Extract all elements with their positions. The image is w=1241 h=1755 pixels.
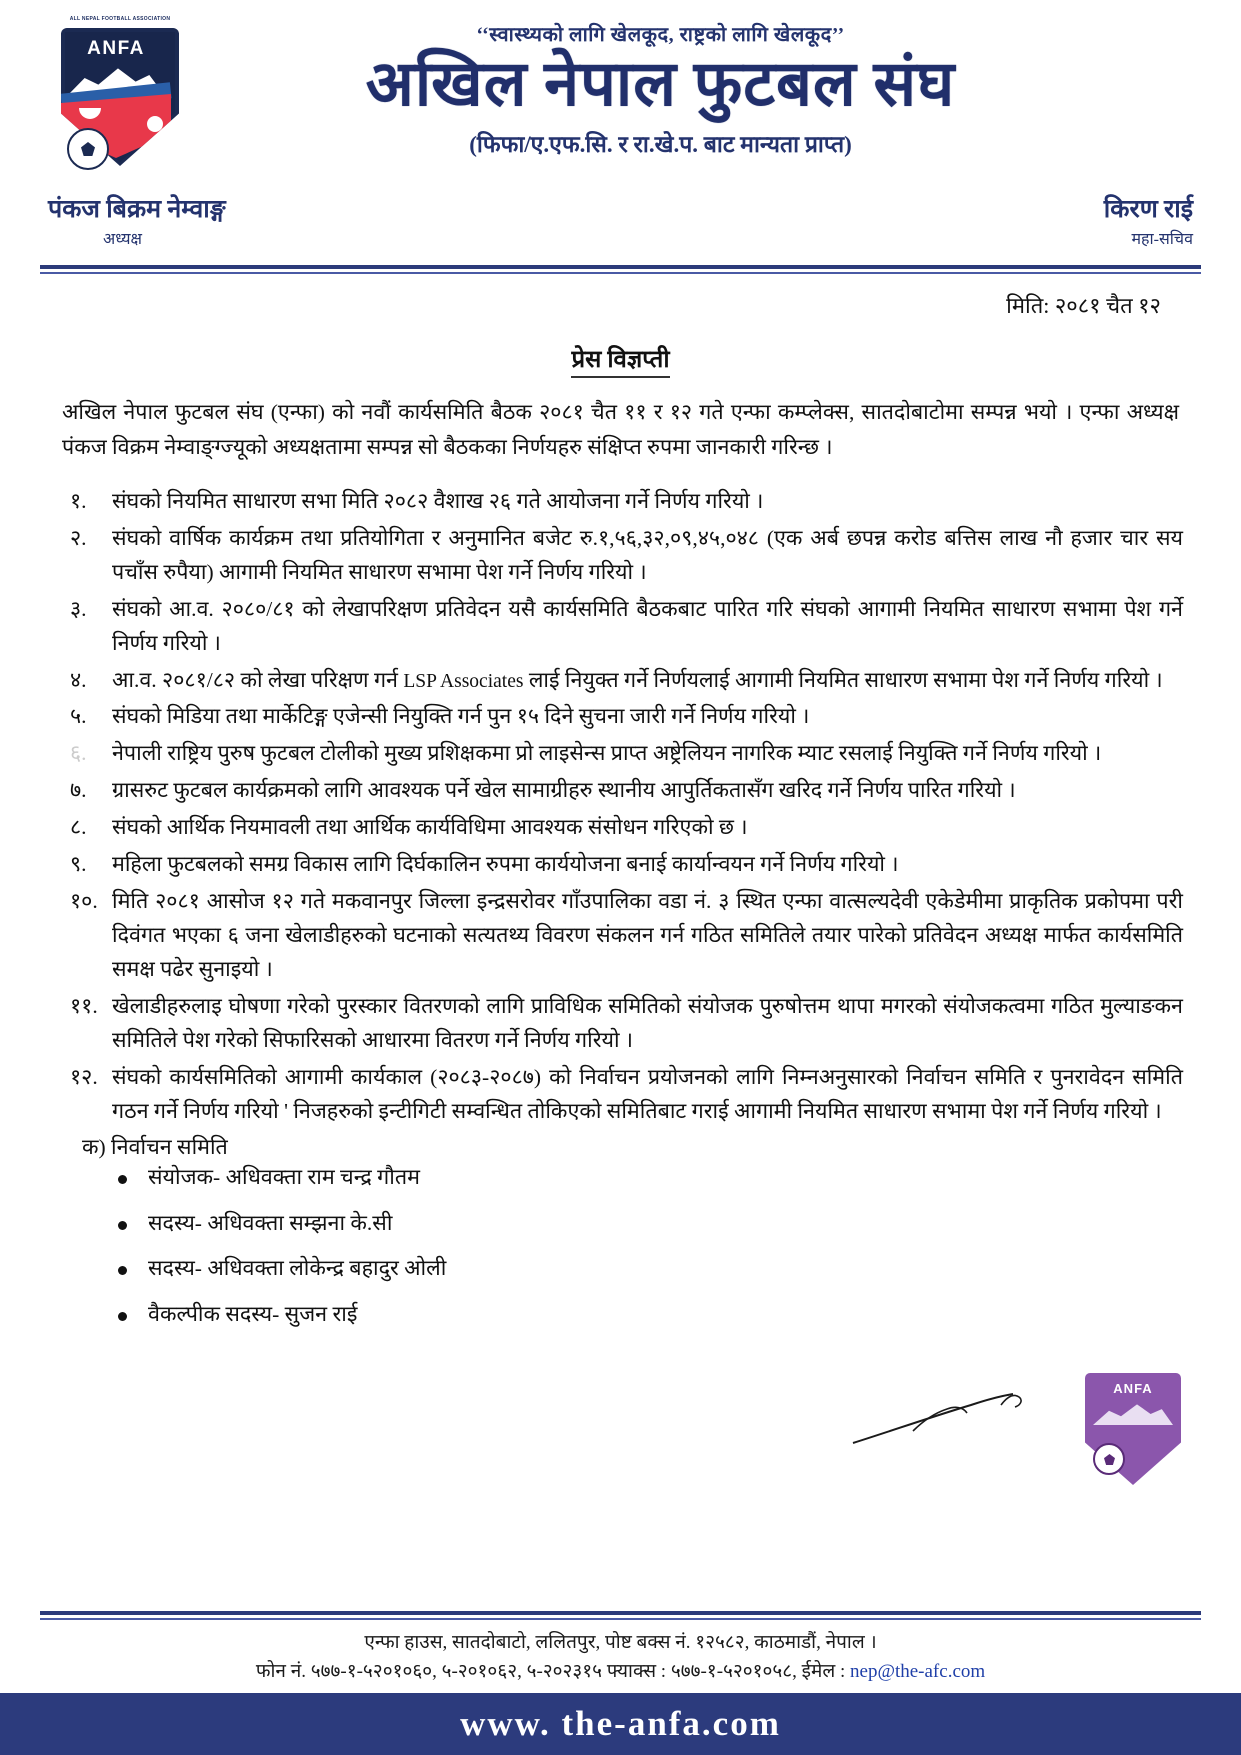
- page-title: [40, 342, 1201, 375]
- crest-acronym: ANFA: [87, 38, 145, 59]
- divider-thick-line: [40, 265, 1201, 269]
- decision-text: संघको आर्थिक नियमावली तथा आर्थिक कार्यविधिमा आवश्यक संसोधन गरिएको छ ।: [112, 815, 748, 840]
- signature-icon: [851, 1391, 1041, 1449]
- header-divider: [40, 265, 1201, 274]
- general-secretary-block: [1104, 191, 1193, 249]
- footer-contact-text: फोन नं. ५७७-१-५२०१०६०, ५-२०१०६२, ५-२०२३१५ फ्याक्स : ५७७-१-५२०१०५८, ईमेल :: [255, 1661, 851, 1682]
- decision-item: [70, 1061, 1183, 1129]
- organization-affiliation: (फिफा/ए.एफ.सि. र रा.खे.प. बाट मान्यता प्राप्त): [469, 132, 852, 158]
- footer-contact: [0, 1657, 1241, 1683]
- crest-icon: [61, 16, 179, 166]
- football-icon: [67, 128, 109, 170]
- anfa-logo: [50, 16, 190, 178]
- decision-item: [70, 485, 1183, 519]
- president-name: पंकज बिक्रम नेम्वाङ्ग: [48, 196, 226, 223]
- organization-name: अखिल नेपाल फुटबल संघ: [365, 49, 956, 119]
- decision-item: [70, 664, 1183, 698]
- decision-number: १२.: [70, 1065, 98, 1090]
- decision-item: [70, 774, 1183, 808]
- decision-item: [70, 885, 1183, 987]
- letterhead-text: [40, 20, 1201, 159]
- sun-icon: [147, 116, 163, 132]
- decision-item: [70, 593, 1183, 661]
- committee-member-item: वैकल्पीक सदस्य- सुजन राई: [118, 1304, 1201, 1326]
- footer-website-bar: [0, 1693, 1241, 1755]
- decision-text-before: आ.व. २०८१/८२ को लेखा परिक्षण गर्न: [112, 667, 404, 692]
- footer-email[interactable]: nep@the-afc.com: [850, 1661, 986, 1682]
- signature-area: [851, 1363, 1181, 1493]
- intro-paragraph: अखिल नेपाल फुटबल संघ (एन्फा) को नवौं कार्यसमिति बैठक २०८१ चैत ११ र १२ गते एन्फा कम्प्लेक्स, सातदोबाटोमा सम्पन्न भयो । एन्फा अध्यक्ष पंकज विक्रम नेम्वाङ्ग्ज्यूको अध्यक्षतामा सम्पन्न सो बैठकका निर्णयहरु संक्षिप्त रुपमा जानकारी गरिन्छ ।: [62, 400, 1179, 459]
- footer: [0, 1611, 1241, 1755]
- committee-member-item: सदस्य- अधिवक्ता सम्झना के.सी: [118, 1213, 1201, 1235]
- president-block: [48, 191, 226, 249]
- organization-motto: ‘‘स्वास्थ्यको लागि खेलकूद, राष्ट्रको लागि खेलकूद’’: [476, 24, 845, 46]
- letterhead: [40, 0, 1201, 185]
- decision-text: नेपाली राष्ट्रिय पुरुष फुटबल टोलीको मुख्य प्रशिक्षकमा प्रो लाइसेन्स प्राप्त अष्ट्रेलियन नागरिक म्याट रसलाई नियुक्ति गर्ने निर्णय गरियो ।: [112, 741, 1102, 766]
- president-role: अध्यक्ष: [103, 231, 142, 248]
- committee-member-item: सदस्य- अधिवक्ता लोकेन्द्र बहादुर ओली: [118, 1258, 1201, 1280]
- document-date: मिति: २०८१ चैत १२: [1006, 293, 1161, 318]
- stamp-football-icon: [1093, 1443, 1125, 1475]
- decision-number: २.: [70, 525, 87, 550]
- decision-item: [70, 737, 1183, 771]
- stamp-label: ANFA: [1113, 1381, 1153, 1396]
- page-title-text: प्रेस विज्ञप्ती: [571, 347, 669, 378]
- footer-divider-thick-line: [40, 1611, 1201, 1615]
- general-secretary-role: महा-सचिव: [1131, 231, 1193, 248]
- decision-text: ग्रासरुट फुटबल कार्यक्रमको लागि आवश्यक पर्ने खेल सामाग्रीहरु स्थानीय आपुर्तिकतासँग खरिद गर्ने निर्णय पारित गरियो ।: [112, 778, 1016, 803]
- committee-member-list: [40, 1167, 1201, 1325]
- anfa-stamp-icon: [1085, 1373, 1181, 1485]
- decision-item: [70, 522, 1183, 590]
- decision-text: संघको कार्यसमितिको आगामी कार्यकाल (२०८३-२०८७) को निर्वाचन प्रयोजनको लागि निम्नअनुसारको निर्वाचन समिति र पुनरावेदन समिति गठन गर्ने निर्णय गरियो ' निजहरुको इन्टीगिटी सम्वन्धित तोकिएको समितिबाट गराई आगामी नियमित साधारण सभामा पेश गर्ने निर्णय गरियो ।: [112, 1065, 1183, 1124]
- footer-website[interactable]: www. the-anfa.com: [460, 1704, 781, 1743]
- footer-divider: [0, 1611, 1241, 1620]
- officials-row: [40, 191, 1201, 263]
- decision-number: ६.: [70, 741, 87, 766]
- decision-item: [70, 990, 1183, 1058]
- decision-number: १.: [70, 488, 87, 513]
- decision-item: [70, 811, 1183, 845]
- crest-association-text: ALL NEPAL FOOTBALL ASSOCIATION: [69, 16, 171, 22]
- decision-text: संघको वार्षिक कार्यक्रम तथा प्रतियोगिता र अनुमानित बजेट रु.१,५६,३२,०९,४५,०४८ (एक अर्ब छपन्न करोड बत्तिस लाख नौ हजार चार सय पचाँस रुपैया) आगामी नियमित साधारण सभामा पेश गर्ने निर्णय गरियो ।: [112, 525, 1183, 584]
- auditor-firm-name: LSP Associates: [403, 670, 524, 692]
- footer-address: एन्फा हाउस, सातदोबाटो, ललितपुर, पोष्ट बक्स नं. १२५८२, काठमाडौं, नेपाल ।: [364, 1632, 877, 1653]
- decision-item: [70, 848, 1183, 882]
- decision-number: ९.: [70, 852, 87, 877]
- decision-number: ११.: [70, 994, 98, 1019]
- decision-text: संघको मिडिया तथा मार्केटिङ्ग एजेन्सी नियुक्ति गर्न पुन १५ दिने सुचना जारी गर्ने निर्णय गरियो ।: [112, 704, 810, 729]
- decision-text: संघको आ.व. २०८०/८१ को लेखापरिक्षण प्रतिवेदन यसै कार्यसमिति बैठकबाट पारित गरि संघको आगामी नियमित साधारण सभामा पेश गर्ने निर्णय गरियो ।: [112, 596, 1183, 655]
- decision-number: ३.: [70, 596, 87, 621]
- decision-text-after: लाई नियुक्त गर्ने निर्णयलाई आगामी नियमित साधारण सभामा पेश गर्ने निर्णय गरियो ।: [523, 667, 1163, 692]
- footer-divider-thin-line: [40, 1618, 1201, 1620]
- decision-number: १०.: [70, 889, 98, 914]
- decision-number: ५.: [70, 704, 87, 729]
- decision-number: ८.: [70, 815, 87, 840]
- decision-number: ४.: [70, 667, 87, 692]
- decision-text: मिति २०८१ आसोज १२ गते मकवानपुर जिल्ला इन्द्रसरोवर गाँउपालिका वडा नं. ३ स्थित एन्फा वात्सल्यदेवी एकेडेमीमा प्राकृतिक प्रकोपमा परी दिवंगत भएका ६ जना खेलाडीहरुको घटनाको सत्यतथ्य विवरण संकलन गर्न गठित समितिले तयार पारेको प्रतिवेदन अध्यक्ष मार्फत कार्यसमिति समक्ष पढेर सुनाइयो ।: [112, 889, 1183, 982]
- decision-text: खेलाडीहरुलाइ घोषणा गरेको पुरस्कार वितरणको लागि प्राविधिक समितिको संयोजक पुरुषोत्तम थापा मगरको संयोजकत्वमा गठित मुल्याङकन समितिले पेश गरेको सिफारिसको आधारमा वितरण गर्ने निर्णय गरियो ।: [112, 994, 1183, 1053]
- committee-member-item: संयोजक- अधिवक्ता राम चन्द्र गौतम: [118, 1167, 1201, 1189]
- decision-number: ७.: [70, 778, 87, 803]
- divider-thin-line: [40, 272, 1201, 274]
- decision-list: [40, 485, 1201, 1129]
- decision-text: महिला फुटबलको समग्र विकास लागि दिर्घकालिन रुपमा कार्ययोजना बनाई कार्यान्वयन गर्ने निर्णय गरियो ।: [112, 852, 899, 877]
- committee-heading: क) निर्वाचन समिति: [82, 1135, 228, 1160]
- decision-text: संघको नियमित साधारण सभा मिति २०८२ वैशाख २६ गते आयोजना गर्ने निर्णय गरियो ।: [112, 488, 764, 513]
- decision-item: [70, 700, 1183, 734]
- general-secretary-name: किरण राई: [1103, 196, 1193, 223]
